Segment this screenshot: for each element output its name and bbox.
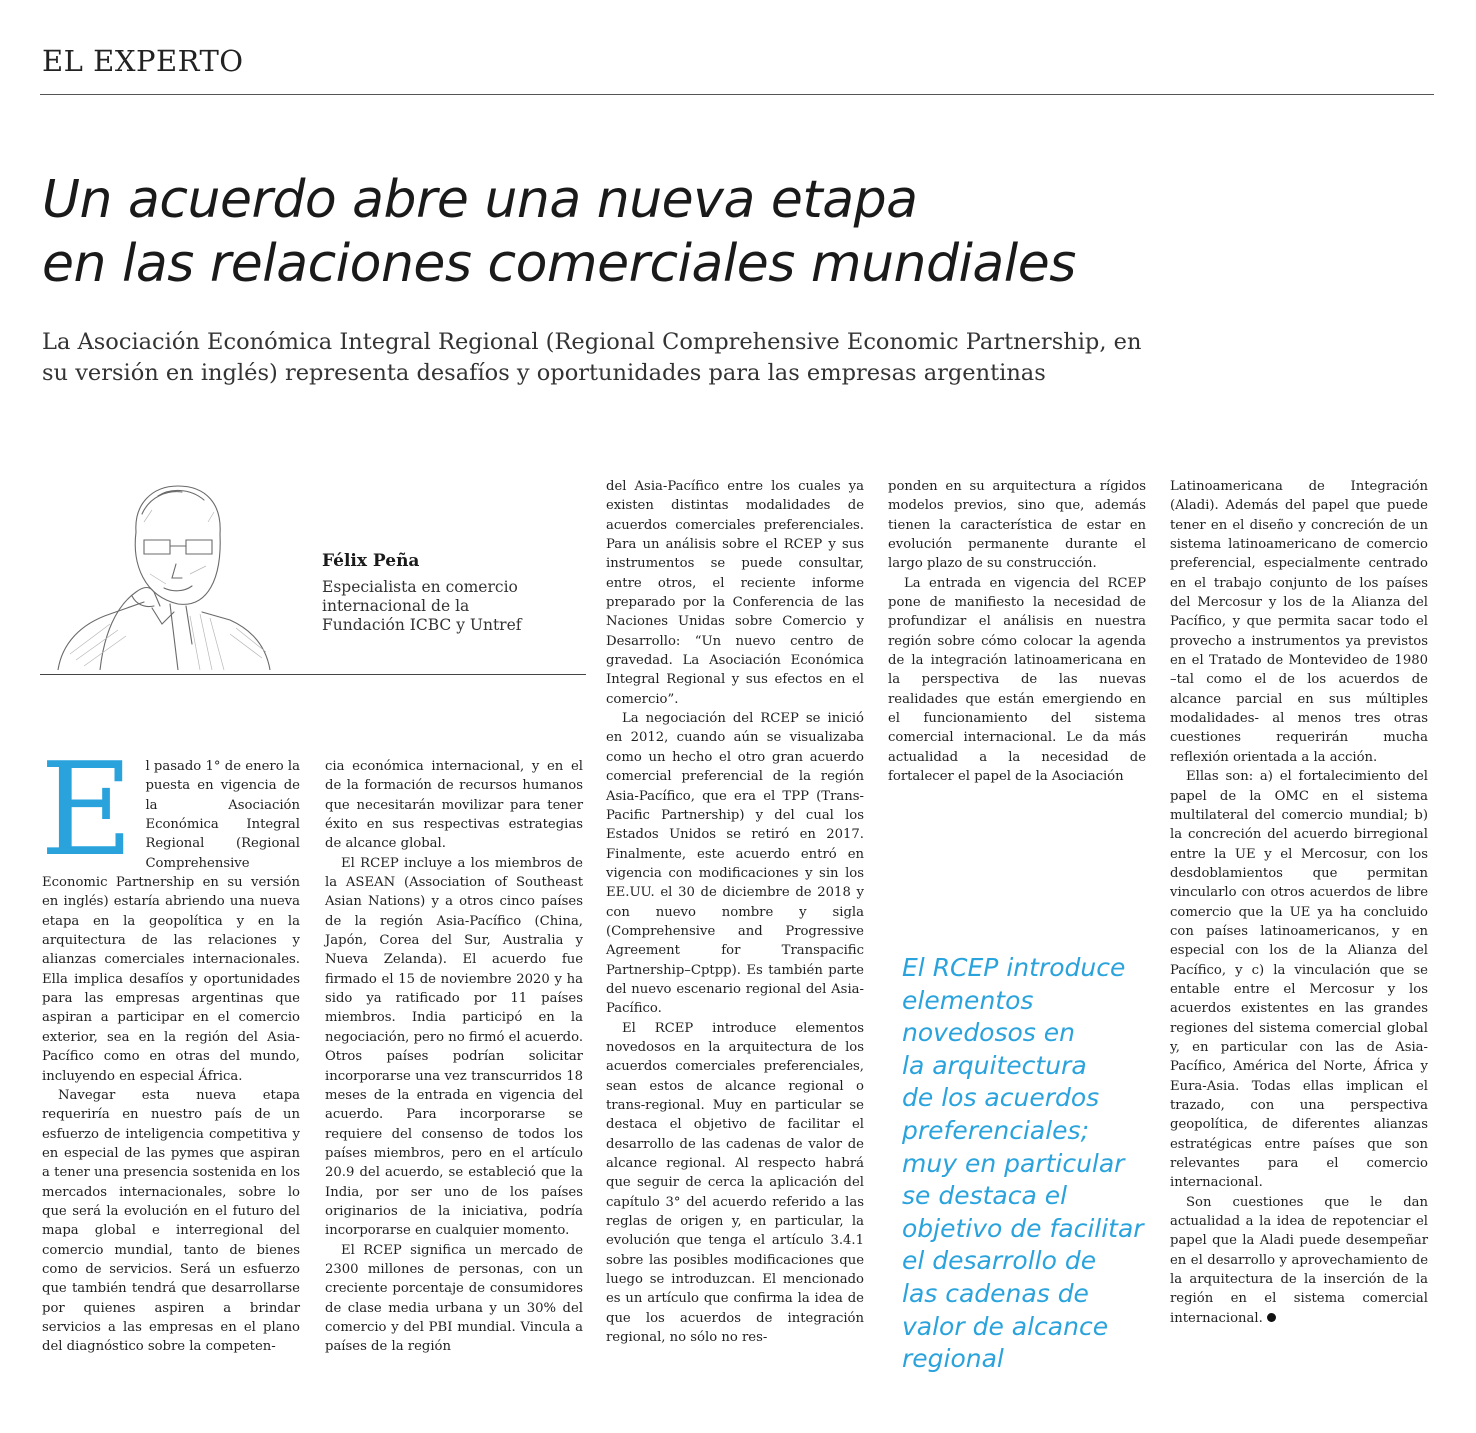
article-column-5 bbox=[1170, 477, 1428, 1328]
paragraph: La negociación del RCEP se inició en 2012, cuando aún se visualizaba como un hecho el otro gran acuerdo comercial preferencial de la región Asia-Pacífico, que era el TPP (Trans-Pacific Partnership) y del cual los Estados Unidos se retiró en 2017. Finalmente, este acuerdo entró en vigencia con modificaciones y sin los EE.UU. el 30 de diciembre de 2018 y con nuevo nombre y sigla (Comprehensive and Progressive Agreement for Transpacific Partnership–Cptpp). Es también parte del nuevo escenario regional del Asia-Pacífico. bbox=[606, 711, 864, 1017]
article-column-1 bbox=[40, 736, 300, 1357]
end-of-article-mark bbox=[1267, 1313, 1276, 1322]
article-column-2 bbox=[325, 757, 583, 1357]
paragraph: cia económica internacional, y en el de la formación de recursos humanos que necesitarán movilizar para tener éxito en sus respectivas estrategias de alcance global. bbox=[325, 759, 583, 852]
pull-quote-line: muy en particular bbox=[902, 1148, 1125, 1178]
paragraph: Ellas son: a) el fortalecimiento del papel de la OMC en el sistema multilateral del comercio mundial; b) la concreción del acuerdo birregional entre la UE y el Mercosur, con los desdoblamientos que permitan vincularlo con otros acuerdos de libre comercio que la UE ya ha concluido con países latinoamericanos, y en especial con los de la Alianza del Pacífico, y c) la vinculación que se entable entre el Mercosur y los acuerdos existentes en las grandes regiones del sistema comercial global y, en particular con las de Asia-Pacífico, América del Norte, África y Eura-Asia. Todas ellas implican el trazado, con una perspectiva geopolítica, de diferentes alianzas estratégicas entre países que son relevantes para el comercio internacional. bbox=[1170, 769, 1428, 1191]
paragraph: ponden en su arquitectura a rígidos modelos previos, sino que, además tienen la característica de estar en evolución permanente durante el largo plazo de su construcción. bbox=[888, 479, 1146, 572]
pull-quote-line: de los acuerdos bbox=[902, 1083, 1100, 1113]
pull-quote-line: preferenciales; bbox=[902, 1115, 1089, 1145]
headline-line-1: Un acuerdo abre una nueva etapa bbox=[42, 170, 918, 230]
subheadline-line-2: su versión en inglés) representa desafíos y oportunidades para las empresas argentinas bbox=[42, 360, 1046, 386]
pull-quote-line: se destaca el bbox=[902, 1181, 1068, 1211]
paragraph: El RCEP incluye a los miembros de la ASEAN (Association of Southeast Asian Nations) y a otros cinco países de la región Asia-Pacífico (China, Japón, Corea del Sur, Australia y Nueva Zelanda). El acuerdo fue firmado el 15 de noviembre 2020 y ha sido ya ratificado por 11 países miembros. India participó en la negociación, pero no firmó el acuerdo. Otros países podrían solicitar incorporarse una vez transcurridos 18 meses de la entrada en vigencia del acuerdo. Para incorporarse se requiere del consenso de todos los países miembros, pero en el artículo 20.9 del acuerdo, se estableció que la India, por ser uno de los países originarios de la iniciativa, podría incorporarse en cualquier momento. bbox=[325, 855, 584, 1239]
pull-quote-line: la arquitectura bbox=[902, 1050, 1087, 1080]
author-name: Félix Peña bbox=[322, 551, 420, 571]
paragraph: Latinoamericana de Integración (Aladi). Además del papel que puede tener en el diseño y concreción de un sistema latinoamericano de comercio preferencial, especialmente centrado en el trabajo conjunto de los países del Mercosur y los de la Alianza del Pacífico, y que permita sacar todo el provecho a instrumentos ya previstos en el Tratado de Montevideo de 1980 –tal como el de los acuerdos de alcance parcial en sus múltiples modalidades- al menos tres otras cuestiones requerirán mucha reflexión orientada a la acción. bbox=[1170, 479, 1428, 765]
pull-quote-line: las cadenas de bbox=[902, 1278, 1089, 1308]
paragraph: Navegar esta nueva etapa requeriría en nuestro país de un esfuerzo de inteligencia competitiva y en especial de las pymes que aspiran a tener una presencia sostenida en los mercados internacionales, sobre lo que será la evolución en el futuro del mapa global e interregional del comercio mundial, tanto de bienes como de servicios. Será un esfuerzo que también tendrá que desarrollarse por quienes aspiren a brindar servicios a las empresas en el plano del diagnóstico sobre la competen- bbox=[42, 1087, 300, 1355]
pull-quote-line: objetivo de facilitar bbox=[902, 1213, 1144, 1243]
author-role bbox=[322, 578, 582, 635]
headline-line-2: en las relaciones comerciales mundiales bbox=[42, 234, 1076, 294]
subheadline-line-1: La Asociación Económica Integral Regional (Regional Comprehensive Economic Partnership, en bbox=[42, 329, 1142, 355]
pull-quote-line: elementos bbox=[902, 985, 1034, 1015]
section-label: EL EXPERTO bbox=[42, 44, 244, 78]
author-role-line: Especialista en comercio bbox=[322, 578, 518, 596]
paragraph bbox=[40, 736, 300, 1086]
paragraph-text: Son cuestiones que le dan actualidad a la idea de repotenciar el papel que la Aladi puede desempeñar en el desarrollo y aprovechamiento de la arquitectura de la inserción de la región en el sistema comercial internacional. bbox=[1170, 1194, 1428, 1326]
author-divider bbox=[40, 674, 586, 675]
paragraph: del Asia-Pacífico entre los cuales ya existen distintas modalidades de acuerdos comerciales preferenciales. Para un análisis sobre el RCEP y sus instrumentos se puede consultar, entre otros, el reciente informe preparado por la Conferencia de las Naciones Unidas sobre Comercio y Desarrollo: “Un nuevo centro de gravedad. La Asociación Económica Integral Regional y sus efectos en el comercio”. bbox=[606, 479, 864, 707]
paragraph: El RCEP significa un mercado de 2300 millones de personas, con un creciente porcentaje de consumidores de clase media urbana y un 30% del comercio y del PBI mundial. Vincula a países de la región bbox=[325, 1242, 583, 1355]
pull-quote-line: novedosos en bbox=[902, 1018, 1075, 1048]
article-column-3 bbox=[606, 477, 864, 1347]
headline bbox=[42, 168, 1342, 296]
drop-cap: E bbox=[40, 736, 134, 885]
author-role-line: Fundación ICBC y Untref bbox=[322, 616, 522, 634]
paragraph bbox=[1170, 1193, 1428, 1328]
pull-quote-line: valor de alcance bbox=[902, 1311, 1109, 1341]
author-portrait-illustration bbox=[40, 474, 306, 670]
pull-quote-line: El RCEP introduce bbox=[902, 953, 1126, 982]
subheadline bbox=[42, 327, 1302, 389]
paragraph-text: l pasado 1° de enero la puesta en vigencia de la Asociación Económica Integral Regional (Regional Comprehensive Economic Partnership en su versión en inglés) estaría abriendo una nueva etapa en la geopolítica y en la arquitectura de las relaciones y alianzas comerciales internacionales. Ella implica desafíos y oportunidades para las empresas argentinas que aspiran a participar en el comercio exterior, sea en la región del Asia-Pacífico como en otras del mundo, incluyendo en especial África. bbox=[42, 759, 300, 1084]
paragraph: El RCEP introduce elementos novedosos en la arquitectura de los acuerdos comerciales preferenciales, sean estos de alcance regional o trans-regional. Muy en particular se destaca el objetivo de facilitar el desarrollo de las cadenas de valor de alcance regional. Al respecto habrá que seguir de cerca la aplicación del capítulo 3° del acuerdo referido a las reglas de origen y, en particular, la evolución que tenga el artículo 3.4.1 sobre las posibles modificaciones que luego se introduzcan. El mencionado es un artículo que confirma la idea de que los acuerdos de integración regional, no sólo no res- bbox=[606, 1020, 864, 1346]
header-rule bbox=[40, 94, 1434, 95]
article-column-4 bbox=[888, 477, 1146, 787]
pull-quote-line: el desarrollo de bbox=[902, 1246, 1097, 1276]
pull-quote bbox=[902, 952, 1160, 1376]
author-role-line: internacional de la bbox=[322, 597, 470, 615]
pull-quote-line: regional bbox=[902, 1344, 1004, 1374]
paragraph: La entrada en vigencia del RCEP pone de manifiesto la necesidad de profundizar el análisis en nuestra región sobre cómo colocar la agenda de la integración latinoamericana en la perspectiva de las nuevas realidades que están emergiendo en el funcionamiento del sistema comercial internacional. Le da más actualidad a la necesidad de fortalecer el papel de la Asociación bbox=[888, 575, 1146, 785]
